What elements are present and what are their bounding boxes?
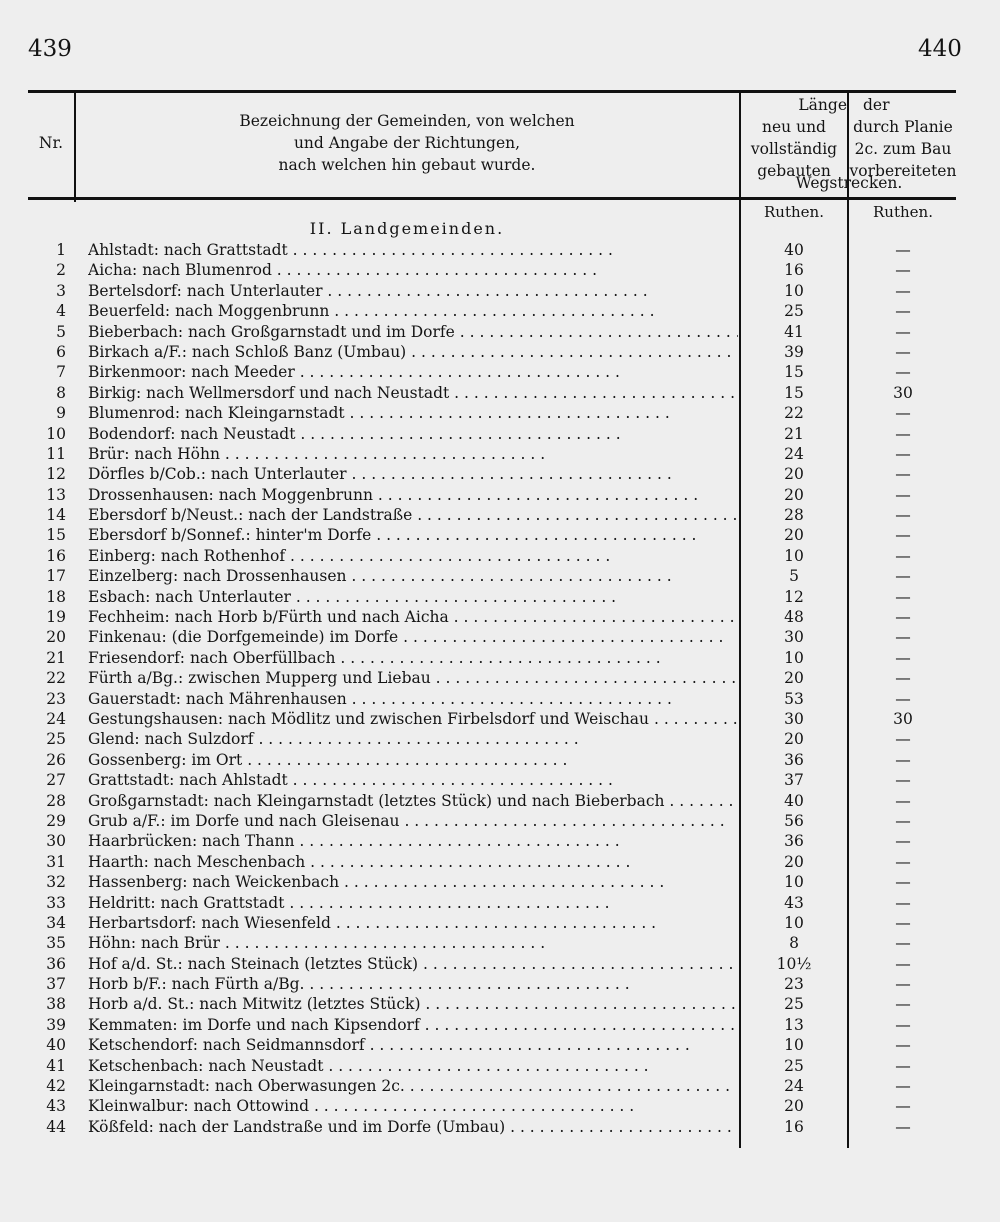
table-row [28, 444, 956, 464]
table-row [28, 1056, 956, 1076]
row-description: Grub a/F.: im Dorfe und nach Gleisenau . . [88, 811, 738, 831]
table-row [28, 933, 956, 953]
row-number: 33 [46, 893, 66, 912]
table-row [28, 383, 956, 403]
header-description-line: nach welchen hin gebaut wurde. [278, 156, 536, 174]
row-description: Brür: nach Höhn . . [88, 444, 738, 464]
row-new-length: 37 [784, 771, 804, 790]
row-new-length: 48 [784, 608, 804, 627]
header-wegstrecken: Wegstrecken. [795, 174, 903, 192]
row-new-length: 24 [784, 444, 804, 463]
row-prepared-length: — [895, 506, 911, 525]
table-row [28, 1035, 956, 1055]
row-new-length: 24 [784, 1077, 804, 1096]
row-new-length: 43 [784, 893, 804, 912]
row-prepared-length: — [895, 954, 911, 973]
row-new-length: 36 [784, 750, 804, 769]
row-prepared-length: — [895, 608, 911, 627]
table-row [28, 627, 956, 647]
row-new-length: 41 [784, 322, 804, 341]
unit-new: Ruthen. [764, 203, 824, 221]
page-number-left: 439 [28, 36, 72, 62]
header-description-line: Bezeichnung der Gemeinden, von welchen [239, 112, 575, 130]
row-description: Beuerfeld: nach Moggenbrunn . . [88, 301, 738, 321]
row-number: 28 [46, 791, 66, 810]
table-row [28, 301, 956, 321]
row-description: Haarth: nach Meschenbach . . [88, 852, 738, 872]
table-row [28, 281, 956, 301]
row-new-length: 20 [784, 852, 804, 871]
table-row [28, 913, 956, 933]
row-new-length: 20 [784, 669, 804, 688]
row-number: 40 [46, 1036, 66, 1055]
row-description: Gossenberg: im Ort . . [88, 750, 738, 770]
table-row [28, 587, 956, 607]
table-row [28, 1117, 956, 1137]
row-number: 15 [46, 526, 66, 545]
row-number: 11 [46, 444, 66, 463]
row-number: 34 [46, 913, 66, 932]
row-description: Glend: nach Sulzdorf . . [88, 729, 738, 749]
table-row [28, 709, 956, 729]
row-new-length: 16 [784, 1117, 804, 1136]
table-row [28, 668, 956, 688]
row-prepared-length: — [895, 302, 911, 321]
table-row [28, 954, 956, 974]
row-description: Dörfles b/Cob.: nach Unterlauter . . [88, 464, 738, 484]
row-new-length: 30 [784, 628, 804, 647]
row-prepared-length: — [895, 648, 911, 667]
table-row [28, 1076, 956, 1096]
row-prepared-length: — [895, 465, 911, 484]
row-description: Bieberbach: nach Großgarnstadt und im Dorfe . . [88, 322, 738, 342]
row-number: 5 [56, 322, 66, 341]
row-new-length: 20 [784, 730, 804, 749]
row-prepared-length: — [895, 1036, 911, 1055]
row-description: Einberg: nach Rothenhof . . [88, 546, 738, 566]
row-new-length: 10 [784, 913, 804, 932]
row-prepared-length: — [895, 750, 911, 769]
row-number: 6 [56, 342, 66, 361]
row-prepared-length: — [895, 281, 911, 300]
row-prepared-length: — [895, 1015, 911, 1034]
row-new-length: 30 [784, 709, 804, 728]
row-new-length: 10 [784, 546, 804, 565]
row-new-length: 20 [784, 1097, 804, 1116]
row-new-length: 10 [784, 281, 804, 300]
row-new-length: 40 [784, 791, 804, 810]
row-number: 27 [46, 771, 66, 790]
header-prepared-length [849, 94, 957, 182]
row-prepared-length: — [895, 791, 911, 810]
row-description: Fürth a/Bg.: zwischen Mupperg und Liebau . . [88, 668, 738, 688]
row-new-length: 10 [784, 648, 804, 667]
row-number: 37 [46, 975, 66, 994]
row-new-length: 25 [784, 995, 804, 1014]
row-new-length: 10 [784, 1036, 804, 1055]
header-nr [28, 132, 74, 154]
table-row [28, 893, 956, 913]
table-row [28, 607, 956, 627]
row-new-length: 20 [784, 485, 804, 504]
row-prepared-length: — [895, 913, 911, 932]
row-description: Herbartsdorf: nach Wiesenfeld . . [88, 913, 738, 933]
row-prepared-length: — [895, 628, 911, 647]
header-prep-line: durch Planie [853, 118, 953, 136]
table-row [28, 791, 956, 811]
header-prep-line: 2c. zum Bau [854, 140, 952, 158]
row-description: Kleingarnstadt: nach Oberwasungen 2c. . . [88, 1076, 738, 1096]
row-number: 4 [56, 302, 66, 321]
row-new-length: 22 [784, 404, 804, 423]
header-new-length [741, 94, 847, 182]
row-prepared-length: — [895, 546, 911, 565]
header-nr-label: Nr. [38, 134, 64, 152]
row-description: Esbach: nach Unterlauter . . [88, 587, 738, 607]
row-number: 13 [46, 485, 66, 504]
table-row [28, 260, 956, 280]
row-prepared-length: — [895, 444, 911, 463]
row-number: 1 [56, 241, 66, 259]
row-description: Kemmaten: im Dorfe und nach Kipsendorf . . [88, 1015, 738, 1035]
row-new-length: 39 [784, 342, 804, 361]
row-number: 31 [46, 852, 66, 871]
table-body [28, 240, 956, 1137]
unit-prepared: Ruthen. [873, 203, 933, 221]
row-new-length: 36 [784, 832, 804, 851]
row-new-length: 13 [784, 1015, 804, 1034]
table-row [28, 566, 956, 586]
row-new-length: 21 [784, 424, 804, 443]
row-description: Bodendorf: nach Neustadt . . [88, 424, 738, 444]
table-row [28, 811, 956, 831]
row-new-length: 53 [784, 689, 804, 708]
row-new-length: 23 [784, 975, 804, 994]
row-new-length: 20 [784, 526, 804, 545]
row-new-length: 10 [784, 873, 804, 892]
header-description-line: und Angabe der Richtungen, [293, 134, 521, 152]
row-description: Gauerstadt: nach Mährenhausen . . [88, 689, 738, 709]
row-description: Aicha: nach Blumenrod . . [88, 260, 738, 280]
row-description: Hassenberg: nach Weickenbach . . [88, 872, 738, 892]
row-number: 12 [46, 465, 66, 484]
table-row [28, 831, 956, 851]
table-row [28, 770, 956, 790]
row-number: 7 [56, 363, 66, 382]
row-prepared-length: — [895, 322, 911, 341]
header-new-line: neu und [762, 118, 826, 136]
table-rule-top [28, 90, 956, 93]
row-description: Fechheim: nach Horb b/Fürth und nach Aicha . . [88, 607, 738, 627]
row-description: Blumenrod: nach Kleingarnstadt . . [88, 403, 738, 423]
row-new-length: 20 [784, 465, 804, 484]
row-description: Kleinwalbur: nach Ottowind . . [88, 1096, 738, 1116]
table-row [28, 750, 956, 770]
row-number: 43 [46, 1097, 66, 1116]
row-prepared-length: — [895, 832, 911, 851]
header-prep-line: der [863, 96, 890, 114]
row-number: 39 [46, 1015, 66, 1034]
row-description: Birkenmoor: nach Meeder . . [88, 362, 738, 382]
row-description: Hof a/d. St.: nach Steinach (letztes Stück) . . [88, 954, 738, 974]
table-row [28, 689, 956, 709]
row-prepared-length: — [895, 852, 911, 871]
row-description: Ebersdorf b/Neust.: nach der Landstraße . . [88, 505, 738, 525]
row-number: 16 [46, 546, 66, 565]
row-number: 14 [46, 506, 66, 525]
row-prepared-length: — [895, 873, 911, 892]
table-row [28, 974, 956, 994]
row-number: 42 [46, 1077, 66, 1096]
row-new-length: 5 [789, 567, 799, 586]
row-description: Horb b/F.: nach Fürth a/Bg. . . [88, 974, 738, 994]
row-number: 41 [46, 1056, 66, 1075]
row-new-length: 28 [784, 506, 804, 525]
table-row [28, 505, 956, 525]
row-number: 8 [56, 383, 66, 402]
header-new-line: Länge [798, 96, 847, 114]
table-row [28, 525, 956, 545]
row-number: 3 [56, 281, 66, 300]
row-number: 26 [46, 750, 66, 769]
row-prepared-length: — [895, 975, 911, 994]
row-description: Höhn: nach Brür . . [88, 933, 738, 953]
row-prepared-length: — [895, 1117, 911, 1136]
row-new-length: 25 [784, 302, 804, 321]
table-row [28, 546, 956, 566]
row-description: Friesendorf: nach Oberfüllbach . . [88, 648, 738, 668]
row-number: 30 [46, 832, 66, 851]
row-prepared-length: — [895, 567, 911, 586]
row-description: Ahlstadt: nach Grattstadt . . [88, 240, 738, 260]
table-row [28, 464, 956, 484]
row-prepared-length: — [895, 261, 911, 280]
row-description: Birkach a/F.: nach Schloß Banz (Umbau) . . [88, 342, 738, 362]
row-description: Ketschendorf: nach Seidmannsdorf . . [88, 1035, 738, 1055]
row-prepared-length: — [895, 424, 911, 443]
row-new-length: 12 [784, 587, 804, 606]
row-number: 35 [46, 934, 66, 953]
table-row [28, 994, 956, 1014]
table-row [28, 648, 956, 668]
row-description: Einzelberg: nach Drossenhausen . . [88, 566, 738, 586]
row-number: 10 [46, 424, 66, 443]
row-prepared-length: — [895, 241, 911, 259]
row-number: 24 [46, 709, 66, 728]
row-new-length: 40 [784, 241, 804, 259]
row-new-length: 10½ [776, 954, 812, 973]
row-prepared-length: 30 [893, 709, 913, 728]
table-row [28, 322, 956, 342]
row-new-length: 15 [784, 383, 804, 402]
row-prepared-length: — [895, 811, 911, 830]
row-number: 25 [46, 730, 66, 749]
header-prep-line: vorbereiteten [849, 162, 957, 180]
row-prepared-length: — [895, 363, 911, 382]
table-rule-header [28, 197, 956, 200]
row-prepared-length: — [895, 587, 911, 606]
row-number: 36 [46, 954, 66, 973]
row-number: 19 [46, 608, 66, 627]
row-number: 29 [46, 811, 66, 830]
header-new-line: gebauten [757, 162, 831, 180]
table-row [28, 403, 956, 423]
row-prepared-length: — [895, 893, 911, 912]
row-description: Drossenhausen: nach Moggenbrunn . . [88, 485, 738, 505]
row-prepared-length: — [895, 771, 911, 790]
row-description: Ketschenbach: nach Neustadt . . [88, 1056, 738, 1076]
row-prepared-length: — [895, 730, 911, 749]
row-description: Horb a/d. St.: nach Mitwitz (letztes Stück) . . [88, 994, 738, 1014]
table-row [28, 1096, 956, 1116]
row-number: 2 [56, 261, 66, 280]
page-number-right: 440 [918, 36, 962, 62]
row-prepared-length: — [895, 1097, 911, 1116]
section-title: II. Landgemeinden. [309, 219, 505, 238]
row-description: Ebersdorf b/Sonnef.: hinter'm Dorfe . . [88, 525, 738, 545]
row-number: 9 [56, 404, 66, 423]
row-number: 38 [46, 995, 66, 1014]
row-number: 18 [46, 587, 66, 606]
row-prepared-length: — [895, 669, 911, 688]
row-new-length: 56 [784, 811, 804, 830]
row-new-length: 15 [784, 363, 804, 382]
row-number: 20 [46, 628, 66, 647]
table-row [28, 240, 956, 260]
table-row [28, 485, 956, 505]
row-prepared-length: — [895, 526, 911, 545]
row-new-length: 8 [789, 934, 799, 953]
table-row [28, 852, 956, 872]
header-new-line: vollständig [750, 140, 838, 158]
header-description [76, 110, 738, 176]
row-prepared-length: — [895, 689, 911, 708]
row-description: Gestungshausen: nach Mödlitz und zwischen Firbelsdorf und Weischau . . [88, 709, 738, 729]
row-prepared-length: — [895, 1056, 911, 1075]
table-row [28, 342, 956, 362]
row-description: Kößfeld: nach der Landstraße und im Dorfe (Umbau) . . [88, 1117, 738, 1137]
table-row [28, 729, 956, 749]
table-row [28, 1015, 956, 1035]
table-row [28, 362, 956, 382]
row-description: Großgarnstadt: nach Kleingarnstadt (letztes Stück) und nach Bieberbach . . [88, 791, 738, 811]
row-number: 44 [46, 1117, 66, 1136]
row-prepared-length: — [895, 1077, 911, 1096]
row-description: Bertelsdorf: nach Unterlauter . . [88, 281, 738, 301]
row-prepared-length: — [895, 485, 911, 504]
row-new-length: 16 [784, 261, 804, 280]
table-row [28, 872, 956, 892]
row-new-length: 25 [784, 1056, 804, 1075]
row-description: Finkenau: (die Dorfgemeinde) im Dorfe . . [88, 627, 738, 647]
row-description: Grattstadt: nach Ahlstadt . . [88, 770, 738, 790]
row-description: Heldritt: nach Grattstadt . . [88, 893, 738, 913]
row-prepared-length: — [895, 995, 911, 1014]
row-number: 17 [46, 567, 66, 586]
row-number: 23 [46, 689, 66, 708]
row-description: Haarbrücken: nach Thann . . [88, 831, 738, 851]
row-number: 22 [46, 669, 66, 688]
row-prepared-length: 30 [893, 383, 913, 402]
row-prepared-length: — [895, 342, 911, 361]
row-number: 21 [46, 648, 66, 667]
row-prepared-length: — [895, 404, 911, 423]
table-row [28, 424, 956, 444]
row-prepared-length: — [895, 934, 911, 953]
row-description: Birkig: nach Wellmersdorf und nach Neustadt . . [88, 383, 738, 403]
row-number: 32 [46, 873, 66, 892]
